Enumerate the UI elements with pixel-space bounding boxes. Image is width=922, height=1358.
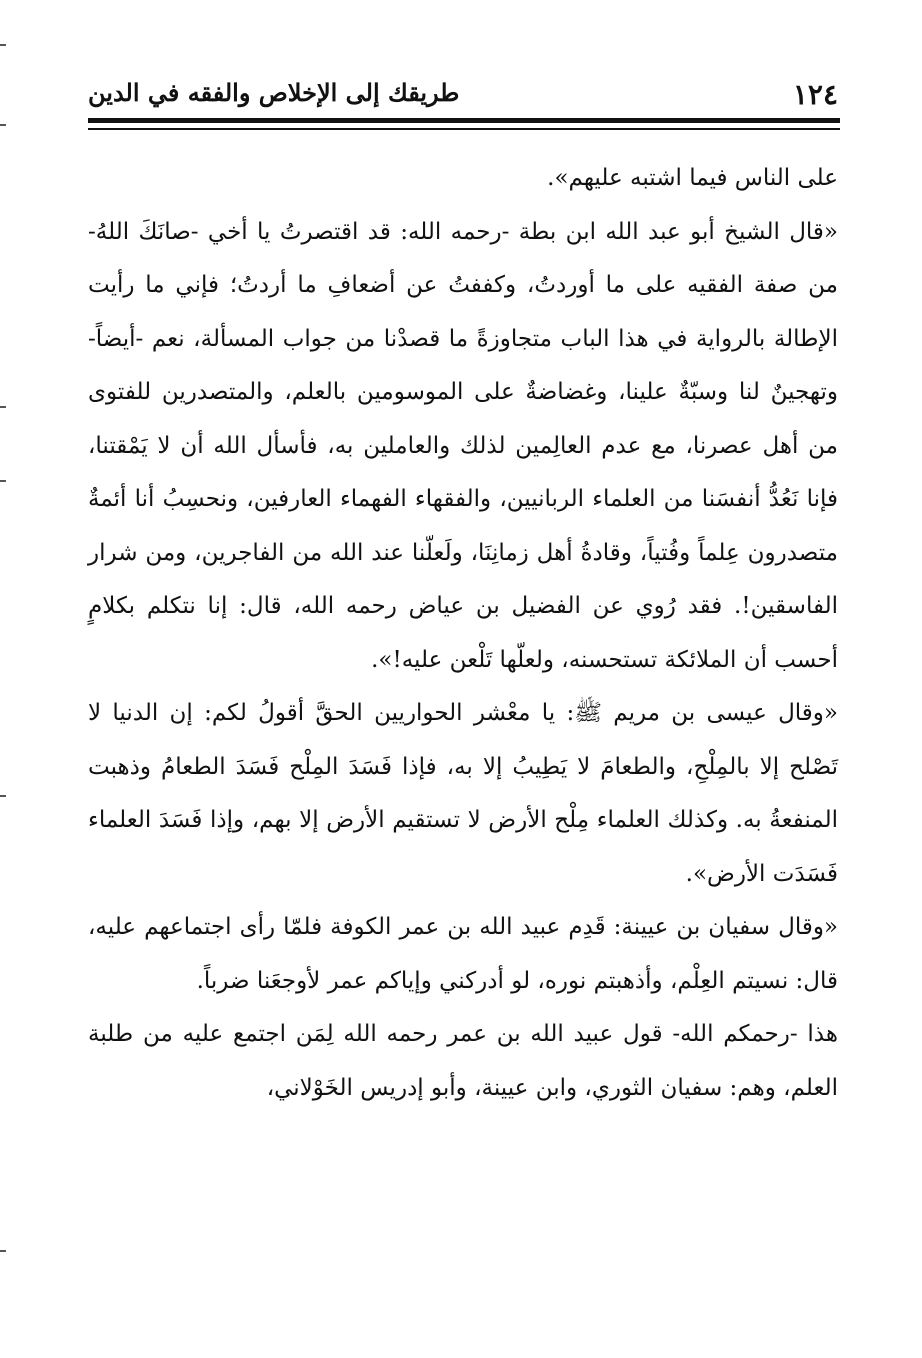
scan-margin-mark xyxy=(0,795,6,797)
header-rule-thin xyxy=(88,128,840,130)
page-header xyxy=(88,70,838,118)
scan-margin-mark xyxy=(0,124,6,126)
page-number: ١٢٤ xyxy=(792,78,838,111)
scan-margin-mark xyxy=(0,406,6,408)
paragraph-4: «وقال سفيان بن عيينة: قَدِم عبيد الله بن عمر الكوفة فلمّا رأى اجتماعهم عليه، قال: نسيتم العِلْم، وأذهبتم نوره، لو أدركني وإياكم عمر لأوجعَنا ضرباً. xyxy=(88,914,838,994)
scan-margin-mark xyxy=(0,1250,6,1252)
paragraph-2: «قال الشيخ أبو عبد الله ابن بطة -رحمه الله: قد اقتصرتُ يا أخي -صانَكَ اللهُ- من صفة الفقيه على ما أوردتُ، وكففتُ عن أضعافِ ما أردتُ؛ فإني ما رأيت الإطالة بالرواية في هذا الباب متجاوزةً ما قصدْنا من جواب المسألة، نعم -أيضاً- وتهجينٌ لنا وسبّةٌ علينا، وغضاضةٌ على الموسومين بالعلم، والمتصدرين للفتوى من أهل عصرنا، مع عدم العالِمين لذلك والعاملين به، فأسأل الله أن لا يَمْقتنا، فإنا نَعُدُّ أنفسَنا من العلماء الربانيين، والفقهاء الفهماء العارفين، ونحسِبُ أنا أئمةٌ متصدرون عِلماً وفُتياً، وقادةُ أهل زمانِنَا، ولَعلّنا عند الله من الفاجرين، ومن شرار الفاسقين!. فقد رُوي عن الفضيل بن عياض رحمه الله، قال: إنا نتكلم بكلامٍ أحسب أن الملائكة تستحسنه، ولعلّها تَلْعن عليه!». xyxy=(88,218,838,673)
scan-margin-mark xyxy=(0,480,6,482)
running-title: طريقك إلى الإخلاص والفقه في الدين xyxy=(88,78,460,107)
paragraph-1: على الناس فيما اشتبه عليهم». xyxy=(547,165,838,191)
paragraph-3: «وقال عيسى بن مريم ﷺ: يا معْشر الحواريين الحقَّ أقولُ لكم: إن الدنيا لا تَصْلح إلا بالمِلْحِ، والطعامَ لا يَطِيبُ إلا به، فإذا فَسَدَ المِلْح فَسَدَ الطعامُ وذهبت المنفعةُ به. وكذلك العلماء مِلْح الأرض لا تستقيم الأرض إلا بهم، وإذا فَسَدَ العلماء فَسَدَت الأرض». xyxy=(88,700,838,887)
body-text xyxy=(88,152,838,1115)
paragraph-5: هذا -رحمكم الله- قول عبيد الله بن عمر رحمه الله لِمَن اجتمع عليه من طلبة العلم، وهم: سفيان الثوري، وابن عيينة، وأبو إدريس الخَوْلاني، xyxy=(88,1021,838,1101)
scan-margin-mark xyxy=(0,44,6,46)
header-rule-thick xyxy=(88,118,840,123)
